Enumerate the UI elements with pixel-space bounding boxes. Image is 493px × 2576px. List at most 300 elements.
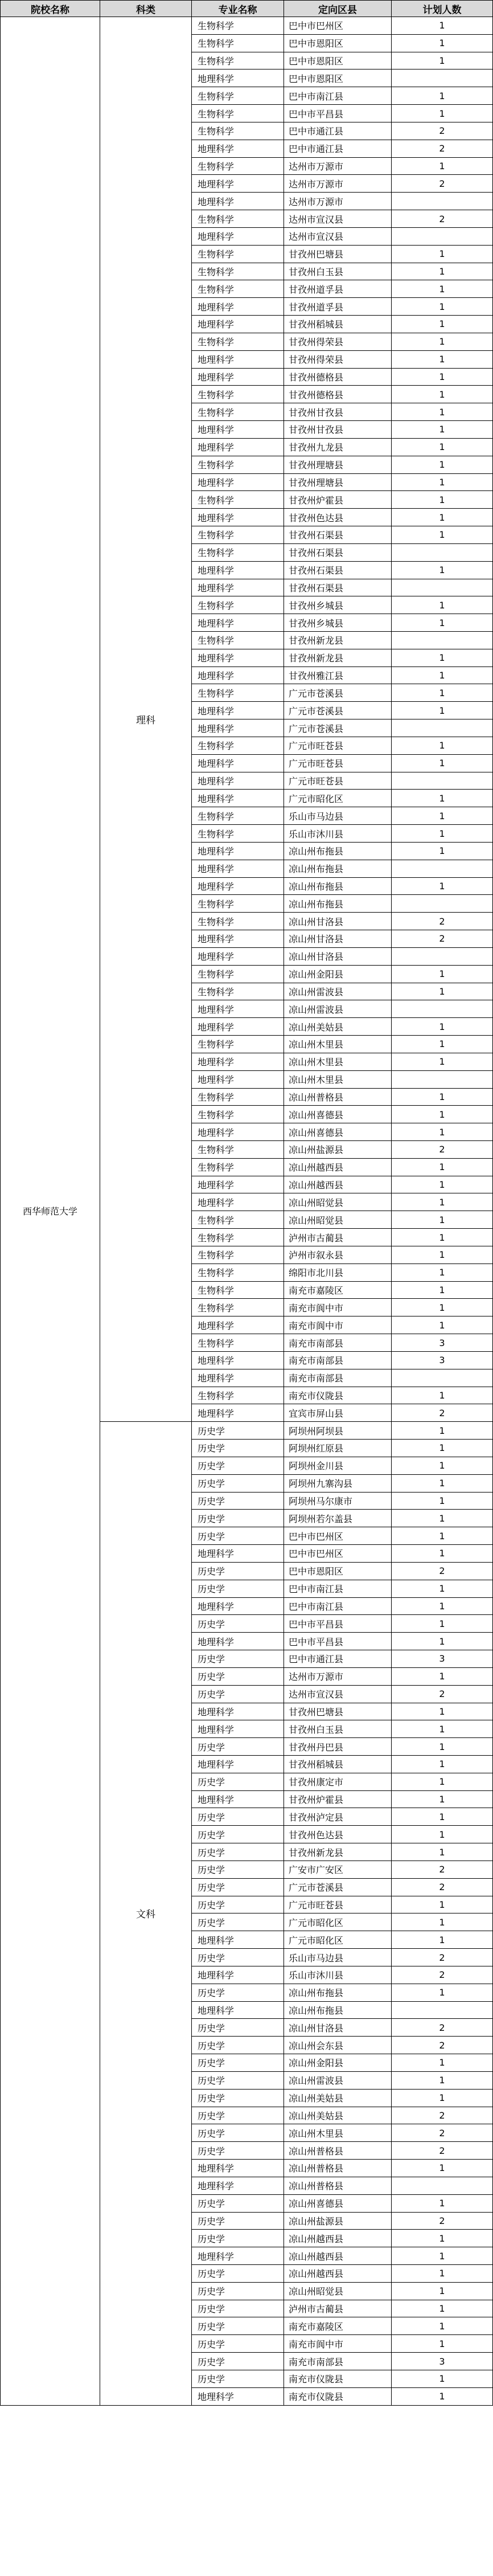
major-cell: 历史学 bbox=[192, 1738, 284, 1756]
plan-count-cell bbox=[392, 1369, 493, 1387]
major-cell: 历史学 bbox=[192, 1808, 284, 1826]
region-cell: 阿坝州若尔盖县 bbox=[284, 1510, 392, 1527]
plan-count-cell: 1 bbox=[392, 684, 493, 702]
major-cell: 生物科学 bbox=[192, 1387, 284, 1404]
header-school: 院校名称 bbox=[1, 1, 100, 17]
plan-count-cell: 1 bbox=[392, 1492, 493, 1510]
major-cell: 历史学 bbox=[192, 2353, 284, 2370]
region-cell: 甘孜州甘孜县 bbox=[284, 403, 392, 421]
plan-count-cell: 1 bbox=[392, 316, 493, 333]
major-cell: 生物科学 bbox=[192, 1106, 284, 1123]
plan-count-cell: 1 bbox=[392, 667, 493, 684]
major-cell: 生物科学 bbox=[192, 737, 284, 754]
major-cell: 地理科学 bbox=[192, 193, 284, 210]
plan-count-cell: 1 bbox=[392, 1527, 493, 1545]
region-cell: 甘孜州石渠县 bbox=[284, 543, 392, 561]
plan-count-cell: 3 bbox=[392, 1650, 493, 1668]
plan-count-cell: 2 bbox=[392, 2124, 493, 2142]
region-cell: 巴中市恩阳区 bbox=[284, 69, 392, 87]
region-cell: 达州市万源市 bbox=[284, 1667, 392, 1685]
major-cell: 地理科学 bbox=[192, 860, 284, 877]
major-cell: 地理科学 bbox=[192, 930, 284, 948]
major-cell: 地理科学 bbox=[192, 1755, 284, 1773]
major-cell: 地理科学 bbox=[192, 1720, 284, 1738]
region-cell: 达州市宣汉县 bbox=[284, 1685, 392, 1703]
region-cell: 巴中市平昌县 bbox=[284, 1615, 392, 1633]
plan-count-cell: 1 bbox=[392, 1984, 493, 2001]
major-cell: 生物科学 bbox=[192, 1229, 284, 1246]
major-cell: 地理科学 bbox=[192, 421, 284, 439]
major-cell: 历史学 bbox=[192, 1861, 284, 1878]
major-cell: 生物科学 bbox=[192, 280, 284, 298]
plan-count-cell: 1 bbox=[392, 1264, 493, 1281]
plan-count-cell: 1 bbox=[392, 1387, 493, 1404]
region-cell: 甘孜州炉霍县 bbox=[284, 491, 392, 509]
plan-count-cell: 2 bbox=[392, 175, 493, 193]
region-cell: 甘孜州雅江县 bbox=[284, 667, 392, 684]
plan-count-cell: 2 bbox=[392, 2212, 493, 2230]
region-cell: 绵阳市北川县 bbox=[284, 1264, 392, 1281]
plan-count-cell: 2 bbox=[392, 210, 493, 228]
region-cell: 乐山市沐川县 bbox=[284, 825, 392, 843]
region-cell: 巴中市平昌县 bbox=[284, 1633, 392, 1650]
plan-count-cell: 1 bbox=[392, 1755, 493, 1773]
plan-count-cell: 1 bbox=[392, 2370, 493, 2387]
major-cell: 历史学 bbox=[192, 1492, 284, 1510]
school-name-cell: 西华师范大学 bbox=[1, 17, 100, 2406]
plan-count-cell: 2 bbox=[392, 140, 493, 157]
major-cell: 地理科学 bbox=[192, 754, 284, 772]
plan-count-cell bbox=[392, 1070, 493, 1088]
header-plan: 计划人数 bbox=[392, 1, 493, 17]
major-cell: 历史学 bbox=[192, 2194, 284, 2212]
major-cell: 生物科学 bbox=[192, 895, 284, 913]
major-cell: 历史学 bbox=[192, 1527, 284, 1545]
plan-count-cell: 1 bbox=[392, 245, 493, 263]
major-cell: 历史学 bbox=[192, 1896, 284, 1913]
plan-count-cell: 1 bbox=[392, 263, 493, 280]
major-cell: 历史学 bbox=[192, 1440, 284, 1457]
region-cell: 凉山州普格县 bbox=[284, 1088, 392, 1106]
plan-count-cell: 1 bbox=[392, 403, 493, 421]
plan-count-cell bbox=[392, 947, 493, 965]
region-cell: 广元市苍溪县 bbox=[284, 684, 392, 702]
major-cell: 历史学 bbox=[192, 2230, 284, 2247]
plan-count-cell: 1 bbox=[392, 2335, 493, 2353]
region-cell: 南充市南部县 bbox=[284, 1351, 392, 1369]
region-cell: 广元市苍溪县 bbox=[284, 1878, 392, 1896]
plan-count-cell: 1 bbox=[392, 2300, 493, 2317]
major-cell: 历史学 bbox=[192, 1913, 284, 1931]
region-cell: 南充市南部县 bbox=[284, 1369, 392, 1387]
region-cell: 凉山州甘洛县 bbox=[284, 913, 392, 930]
region-cell: 甘孜州炉霍县 bbox=[284, 1790, 392, 1808]
plan-count-cell: 1 bbox=[392, 1510, 493, 1527]
plan-count-cell: 1 bbox=[392, 368, 493, 386]
region-cell: 凉山州盐源县 bbox=[284, 1141, 392, 1159]
major-cell: 历史学 bbox=[192, 1510, 284, 1527]
plan-count-cell: 1 bbox=[392, 1597, 493, 1615]
major-cell: 地理科学 bbox=[192, 1070, 284, 1088]
region-cell: 巴中市巴州区 bbox=[284, 1545, 392, 1563]
plan-count-cell: 1 bbox=[392, 17, 493, 35]
plan-count-cell: 2 bbox=[392, 1562, 493, 1580]
region-cell: 阿坝州金川县 bbox=[284, 1457, 392, 1474]
plan-count-cell bbox=[392, 2177, 493, 2194]
major-cell: 生物科学 bbox=[192, 1036, 284, 1053]
major-cell: 地理科学 bbox=[192, 2160, 284, 2177]
region-cell: 甘孜州石渠县 bbox=[284, 561, 392, 579]
major-cell: 历史学 bbox=[192, 2370, 284, 2387]
plan-count-cell: 1 bbox=[392, 2265, 493, 2283]
major-cell: 生物科学 bbox=[192, 1141, 284, 1159]
plan-count-cell: 1 bbox=[392, 421, 493, 439]
plan-count-cell: 1 bbox=[392, 2282, 493, 2300]
major-cell: 地理科学 bbox=[192, 1633, 284, 1650]
major-cell: 历史学 bbox=[192, 1843, 284, 1861]
major-cell: 历史学 bbox=[192, 1422, 284, 1440]
region-cell: 甘孜州乡城县 bbox=[284, 596, 392, 614]
major-cell: 地理科学 bbox=[192, 350, 284, 368]
header-row bbox=[1, 1, 493, 17]
plan-count-cell: 1 bbox=[392, 333, 493, 350]
plan-count-cell: 1 bbox=[392, 1299, 493, 1316]
plan-count-cell bbox=[392, 193, 493, 210]
major-cell: 地理科学 bbox=[192, 649, 284, 667]
plan-count-cell: 1 bbox=[392, 1667, 493, 1685]
major-cell: 地理科学 bbox=[192, 1931, 284, 1949]
header-category: 科类 bbox=[100, 1, 192, 17]
major-cell: 地理科学 bbox=[192, 877, 284, 895]
plan-count-cell: 1 bbox=[392, 1018, 493, 1036]
region-cell: 凉山州雷波县 bbox=[284, 983, 392, 1000]
major-cell: 地理科学 bbox=[192, 1000, 284, 1018]
major-cell: 地理科学 bbox=[192, 69, 284, 87]
plan-count-cell: 1 bbox=[392, 790, 493, 807]
region-cell: 巴中市通江县 bbox=[284, 1650, 392, 1668]
region-cell: 甘孜州丹巴县 bbox=[284, 1738, 392, 1756]
plan-count-cell: 1 bbox=[392, 491, 493, 509]
region-cell: 凉山州越西县 bbox=[284, 2247, 392, 2265]
region-cell: 广元市旺苍县 bbox=[284, 737, 392, 754]
region-cell: 甘孜州稻城县 bbox=[284, 1755, 392, 1773]
major-cell: 地理科学 bbox=[192, 509, 284, 526]
plan-count-cell bbox=[392, 719, 493, 737]
plan-count-cell: 1 bbox=[392, 1474, 493, 1492]
region-cell: 甘孜州巴塘县 bbox=[284, 1703, 392, 1720]
plan-count-cell: 1 bbox=[392, 2317, 493, 2335]
major-cell: 地理科学 bbox=[192, 702, 284, 719]
plan-count-cell: 2 bbox=[392, 122, 493, 140]
region-cell: 凉山州越西县 bbox=[284, 1176, 392, 1193]
region-cell: 泸州市古蔺县 bbox=[284, 2300, 392, 2317]
region-cell: 凉山州金阳县 bbox=[284, 965, 392, 983]
plan-count-cell: 1 bbox=[392, 1053, 493, 1070]
major-cell: 生物科学 bbox=[192, 1158, 284, 1176]
major-cell: 地理科学 bbox=[192, 227, 284, 245]
major-cell: 生物科学 bbox=[192, 965, 284, 983]
region-cell: 凉山州布拖县 bbox=[284, 860, 392, 877]
major-cell: 生物科学 bbox=[192, 684, 284, 702]
major-cell: 地理科学 bbox=[192, 1404, 284, 1422]
plan-count-cell: 1 bbox=[392, 509, 493, 526]
plan-count-cell: 1 bbox=[392, 52, 493, 69]
region-cell: 凉山州雷波县 bbox=[284, 2071, 392, 2089]
plan-count-cell: 1 bbox=[392, 298, 493, 316]
region-cell: 甘孜州得荣县 bbox=[284, 333, 392, 350]
major-cell: 历史学 bbox=[192, 1615, 284, 1633]
header-major: 专业名称 bbox=[192, 1, 284, 17]
plan-count-cell: 1 bbox=[392, 754, 493, 772]
region-cell: 巴中市南江县 bbox=[284, 87, 392, 105]
region-cell: 南充市南部县 bbox=[284, 2353, 392, 2370]
region-cell: 南充市嘉陵区 bbox=[284, 1281, 392, 1299]
plan-count-cell: 1 bbox=[392, 1036, 493, 1053]
major-cell: 地理科学 bbox=[192, 2247, 284, 2265]
major-cell: 生物科学 bbox=[192, 596, 284, 614]
major-cell: 生物科学 bbox=[192, 403, 284, 421]
region-cell: 广安市广安区 bbox=[284, 1861, 392, 1878]
major-cell: 历史学 bbox=[192, 2019, 284, 2037]
plan-count-cell: 1 bbox=[392, 614, 493, 632]
plan-count-cell: 1 bbox=[392, 1211, 493, 1229]
major-cell: 历史学 bbox=[192, 1878, 284, 1896]
region-cell: 凉山州布拖县 bbox=[284, 1984, 392, 2001]
plan-count-cell bbox=[392, 1000, 493, 1018]
region-cell: 甘孜州白玉县 bbox=[284, 263, 392, 280]
major-cell: 生物科学 bbox=[192, 631, 284, 649]
region-cell: 巴中市南江县 bbox=[284, 1580, 392, 1597]
major-cell: 生物科学 bbox=[192, 105, 284, 122]
region-cell: 凉山州普格县 bbox=[284, 2160, 392, 2177]
region-cell: 乐山市马边县 bbox=[284, 807, 392, 825]
region-cell: 凉山州甘洛县 bbox=[284, 947, 392, 965]
major-cell: 历史学 bbox=[192, 2142, 284, 2160]
major-cell: 历史学 bbox=[192, 1474, 284, 1492]
region-cell: 甘孜州道孚县 bbox=[284, 280, 392, 298]
region-cell: 凉山州甘洛县 bbox=[284, 930, 392, 948]
plan-count-cell: 2 bbox=[392, 2037, 493, 2054]
plan-count-cell: 1 bbox=[392, 596, 493, 614]
plan-count-cell: 1 bbox=[392, 1703, 493, 1720]
region-cell: 凉山州普格县 bbox=[284, 2142, 392, 2160]
major-cell: 生物科学 bbox=[192, 263, 284, 280]
major-cell: 地理科学 bbox=[192, 368, 284, 386]
major-cell: 地理科学 bbox=[192, 1966, 284, 1984]
major-cell: 历史学 bbox=[192, 2124, 284, 2142]
plan-count-cell: 1 bbox=[392, 825, 493, 843]
region-cell: 巴中市恩阳区 bbox=[284, 1562, 392, 1580]
plan-count-cell: 2 bbox=[392, 913, 493, 930]
plan-count-cell: 3 bbox=[392, 1351, 493, 1369]
major-cell: 地理科学 bbox=[192, 1790, 284, 1808]
region-cell: 凉山州越西县 bbox=[284, 1158, 392, 1176]
region-cell: 甘孜州色达县 bbox=[284, 509, 392, 526]
header-region: 定向区县 bbox=[284, 1, 392, 17]
region-cell: 宜宾市屏山县 bbox=[284, 1404, 392, 1422]
region-cell: 甘孜州白玉县 bbox=[284, 1720, 392, 1738]
region-cell: 南充市仪陇县 bbox=[284, 1387, 392, 1404]
major-cell: 历史学 bbox=[192, 1667, 284, 1685]
major-cell: 生物科学 bbox=[192, 87, 284, 105]
plan-count-cell: 2 bbox=[392, 1966, 493, 1984]
plan-count-cell: 1 bbox=[392, 807, 493, 825]
plan-count-cell: 1 bbox=[392, 1229, 493, 1246]
region-cell: 凉山州甘洛县 bbox=[284, 2019, 392, 2037]
region-cell: 南充市仪陇县 bbox=[284, 2387, 392, 2405]
major-cell: 生物科学 bbox=[192, 52, 284, 69]
major-cell: 地理科学 bbox=[192, 1316, 284, 1334]
plan-count-cell: 3 bbox=[392, 2353, 493, 2370]
region-cell: 广元市苍溪县 bbox=[284, 702, 392, 719]
major-cell: 生物科学 bbox=[192, 1264, 284, 1281]
major-cell: 地理科学 bbox=[192, 790, 284, 807]
plan-count-cell bbox=[392, 2001, 493, 2019]
major-cell: 历史学 bbox=[192, 2037, 284, 2054]
major-cell: 地理科学 bbox=[192, 1176, 284, 1193]
plan-count-cell: 1 bbox=[392, 1633, 493, 1650]
region-cell: 南充市阆中市 bbox=[284, 2335, 392, 2353]
region-cell: 凉山州布拖县 bbox=[284, 877, 392, 895]
plan-count-cell: 2 bbox=[392, 2019, 493, 2037]
table-row bbox=[1, 17, 493, 35]
plan-count-cell: 2 bbox=[392, 1141, 493, 1159]
region-cell: 凉山州布拖县 bbox=[284, 842, 392, 860]
plan-count-cell: 1 bbox=[392, 34, 493, 52]
region-cell: 凉山州喜德县 bbox=[284, 1123, 392, 1141]
plan-count-cell: 1 bbox=[392, 1808, 493, 1826]
major-cell: 生物科学 bbox=[192, 1088, 284, 1106]
plan-count-cell: 1 bbox=[392, 473, 493, 491]
major-cell: 历史学 bbox=[192, 2335, 284, 2353]
region-cell: 阿坝州阿坝县 bbox=[284, 1422, 392, 1440]
region-cell: 凉山州昭觉县 bbox=[284, 2282, 392, 2300]
major-cell: 历史学 bbox=[192, 2054, 284, 2072]
region-cell: 甘孜州九龙县 bbox=[284, 438, 392, 456]
plan-count-cell: 2 bbox=[392, 2142, 493, 2160]
region-cell: 甘孜州理塘县 bbox=[284, 456, 392, 473]
region-cell: 甘孜州理塘县 bbox=[284, 473, 392, 491]
plan-count-cell: 1 bbox=[392, 1193, 493, 1211]
region-cell: 巴中市通江县 bbox=[284, 122, 392, 140]
major-cell: 历史学 bbox=[192, 1949, 284, 1966]
plan-count-cell: 1 bbox=[392, 456, 493, 473]
plan-count-cell: 1 bbox=[392, 1931, 493, 1949]
region-cell: 凉山州喜德县 bbox=[284, 1106, 392, 1123]
region-cell: 阿坝州红原县 bbox=[284, 1440, 392, 1457]
major-cell: 历史学 bbox=[192, 2317, 284, 2335]
major-cell: 历史学 bbox=[192, 1685, 284, 1703]
region-cell: 甘孜州康定市 bbox=[284, 1773, 392, 1790]
major-cell: 历史学 bbox=[192, 1580, 284, 1597]
category-cell: 理科 bbox=[100, 17, 192, 1422]
region-cell: 凉山州会东县 bbox=[284, 2037, 392, 2054]
plan-count-cell: 1 bbox=[392, 1123, 493, 1141]
major-cell: 历史学 bbox=[192, 2265, 284, 2283]
region-cell: 凉山州金阳县 bbox=[284, 2054, 392, 2072]
major-cell: 地理科学 bbox=[192, 1193, 284, 1211]
major-cell: 地理科学 bbox=[192, 1597, 284, 1615]
major-cell: 地理科学 bbox=[192, 719, 284, 737]
major-cell: 地理科学 bbox=[192, 614, 284, 632]
region-cell: 甘孜州德格县 bbox=[284, 386, 392, 403]
region-cell: 广元市昭化区 bbox=[284, 790, 392, 807]
region-cell: 达州市万源市 bbox=[284, 193, 392, 210]
plan-count-cell: 1 bbox=[392, 965, 493, 983]
plan-count-cell: 1 bbox=[392, 386, 493, 403]
major-cell: 地理科学 bbox=[192, 1369, 284, 1387]
major-cell: 地理科学 bbox=[192, 298, 284, 316]
major-cell: 历史学 bbox=[192, 2282, 284, 2300]
plan-count-cell: 2 bbox=[392, 1404, 493, 1422]
major-cell: 地理科学 bbox=[192, 2387, 284, 2405]
plan-count-cell: 1 bbox=[392, 1790, 493, 1808]
plan-count-cell bbox=[392, 860, 493, 877]
plan-count-cell: 1 bbox=[392, 2387, 493, 2405]
region-cell: 广元市苍溪县 bbox=[284, 719, 392, 737]
region-cell: 达州市宣汉县 bbox=[284, 227, 392, 245]
plan-count-cell: 1 bbox=[392, 1896, 493, 1913]
major-cell: 生物科学 bbox=[192, 333, 284, 350]
plan-count-cell: 2 bbox=[392, 1685, 493, 1703]
major-cell: 生物科学 bbox=[192, 526, 284, 544]
region-cell: 达州市万源市 bbox=[284, 157, 392, 175]
plan-count-cell: 1 bbox=[392, 1843, 493, 1861]
plan-count-cell: 1 bbox=[392, 1246, 493, 1264]
major-cell: 生物科学 bbox=[192, 245, 284, 263]
plan-count-cell: 1 bbox=[392, 87, 493, 105]
plan-count-cell: 1 bbox=[392, 1316, 493, 1334]
major-cell: 地理科学 bbox=[192, 438, 284, 456]
region-cell: 凉山州木里县 bbox=[284, 1070, 392, 1088]
region-cell: 巴中市恩阳区 bbox=[284, 52, 392, 69]
region-cell: 甘孜州巴塘县 bbox=[284, 245, 392, 263]
region-cell: 凉山州布拖县 bbox=[284, 895, 392, 913]
plan-count-cell bbox=[392, 772, 493, 790]
major-cell: 生物科学 bbox=[192, 157, 284, 175]
major-cell: 生物科学 bbox=[192, 1299, 284, 1316]
major-cell: 地理科学 bbox=[192, 175, 284, 193]
plan-count-cell: 1 bbox=[392, 1106, 493, 1123]
major-cell: 地理科学 bbox=[192, 842, 284, 860]
region-cell: 凉山州布拖县 bbox=[284, 2001, 392, 2019]
plan-count-cell: 1 bbox=[392, 983, 493, 1000]
region-cell: 凉山州美姑县 bbox=[284, 1018, 392, 1036]
region-cell: 凉山州美姑县 bbox=[284, 2107, 392, 2124]
plan-count-cell: 1 bbox=[392, 649, 493, 667]
plan-count-cell: 1 bbox=[392, 2054, 493, 2072]
major-cell: 历史学 bbox=[192, 2107, 284, 2124]
category-cell: 文科 bbox=[100, 1422, 192, 2405]
plan-count-cell: 1 bbox=[392, 280, 493, 298]
plan-count-cell: 1 bbox=[392, 2071, 493, 2089]
region-cell: 广元市旺苍县 bbox=[284, 1896, 392, 1913]
major-cell: 地理科学 bbox=[192, 667, 284, 684]
region-cell: 甘孜州新龙县 bbox=[284, 1843, 392, 1861]
major-cell: 地理科学 bbox=[192, 772, 284, 790]
region-cell: 巴中市巴州区 bbox=[284, 17, 392, 35]
plan-count-cell: 1 bbox=[392, 1422, 493, 1440]
major-cell: 地理科学 bbox=[192, 579, 284, 596]
region-cell: 巴中市平昌县 bbox=[284, 105, 392, 122]
region-cell: 广元市旺苍县 bbox=[284, 772, 392, 790]
region-cell: 甘孜州甘孜县 bbox=[284, 421, 392, 439]
major-cell: 历史学 bbox=[192, 1773, 284, 1790]
region-cell: 凉山州美姑县 bbox=[284, 2089, 392, 2107]
major-cell: 地理科学 bbox=[192, 316, 284, 333]
plan-count-cell: 1 bbox=[392, 157, 493, 175]
region-cell: 甘孜州乡城县 bbox=[284, 614, 392, 632]
